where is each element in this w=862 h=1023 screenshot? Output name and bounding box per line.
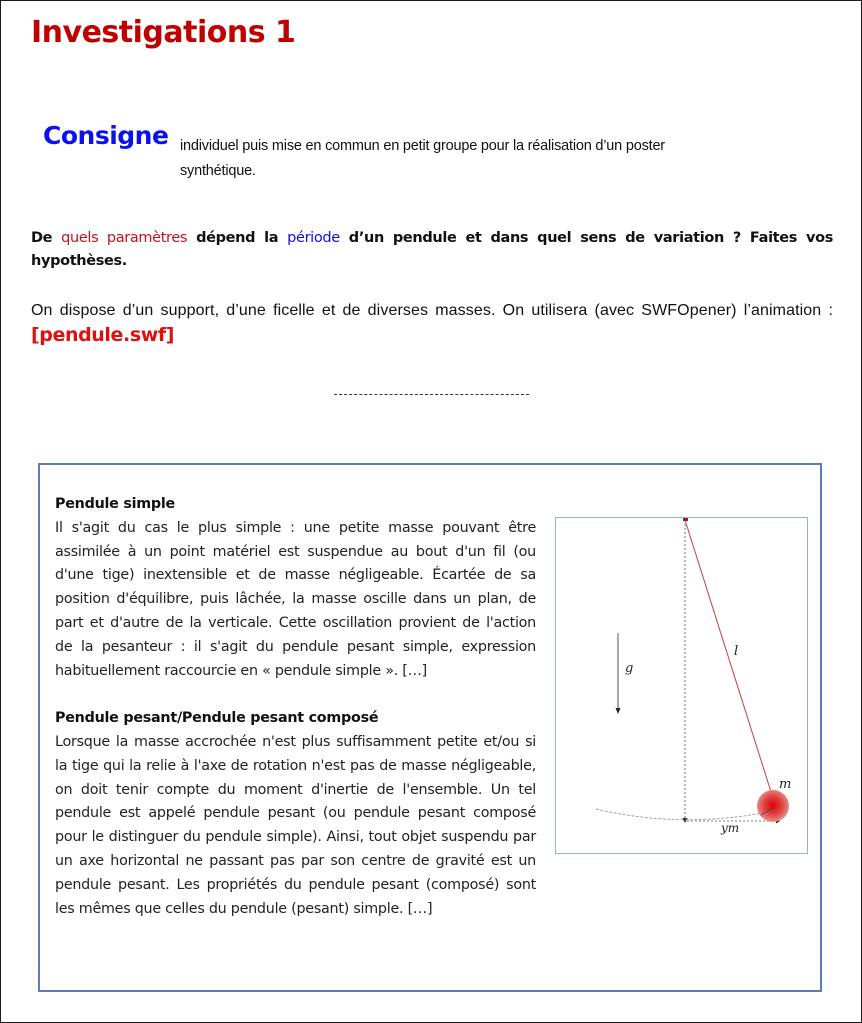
material-description [31, 298, 833, 349]
vertical-arrowhead [683, 818, 688, 823]
animation-link[interactable]: [pendule.swf] [31, 324, 175, 346]
info-text-column [55, 493, 536, 921]
section-separator [334, 394, 529, 395]
section-simple-pendulum [55, 493, 536, 683]
pendulum-info-box [38, 463, 822, 992]
material-text: On dispose d’un support, d’une ficelle et de diverses masses. On utilisera (avec SWFOpener) l’animation : [31, 302, 833, 319]
section-heading: Pendule pesant/Pendule pesant composé [55, 710, 379, 727]
pendulum-diagram [555, 517, 808, 854]
section-body: Il s'agit du cas le plus simple : une petite masse pouvant être assimilée à un point matériel est suspendue au bout d'un fil (ou d'une tige) inextensible et de masse négligeable. Écartée de sa position d'équilibre, puis lâchée, la masse oscille dans un plan, de part et d'autre de la verticale. Cette oscillation provient de l'action de la pesanteur : il s'agit du pendule pesant simple, expression habituellement raccourcie en « pendule simple ». […] [55, 519, 536, 679]
pendulum-diagram-graphic [556, 518, 807, 853]
gravity-arrowhead [616, 708, 621, 714]
question-highlight-period: période [287, 230, 340, 246]
question-part-2: dépend la [187, 230, 288, 246]
consigne-label: Consigne [43, 121, 169, 150]
section-heading: Pendule simple [55, 496, 175, 512]
question-highlight-parameters: quels paramètres [61, 230, 188, 246]
consigne-text: individuel puis mise en commun en petit groupe pour la réalisation d’un poster synthétique. [180, 138, 665, 179]
section-gap [55, 683, 536, 707]
question-part-1: De [31, 230, 62, 246]
gravity-label: g [625, 661, 634, 676]
question-part-3: d’un pendule et dans quel sens de variation ? Faites vos hypothèses. [31, 230, 833, 269]
length-label: l [734, 644, 739, 659]
pendulum-bob [757, 790, 789, 822]
displacement-label: ym [721, 821, 740, 835]
research-question [31, 227, 833, 273]
pendulum-string [685, 520, 772, 795]
page-title: Investigations 1 [31, 15, 296, 50]
section-compound-pendulum [55, 707, 536, 921]
mass-label: m [779, 777, 792, 792]
section-body: Lorsque la masse accrochée n'est plus suffisamment petite et/ou si la tige qui la relie à l'axe de rotation n'est pas de masse négligeable, on doit tenir compte du moment d'inertie de l'ensemble. Un tel pendule est appelé pendule pesant (ou pendule pesant composé pour le distinguer du pendule simple). Ainsi, tout objet suspendu par un axe horizontal ne passant pas par son centre de gravité est un pendule pesant. Les propriétés du pendule pesant (composé) sont les mêmes que celles du pendule (pesant) simple. […] [55, 733, 536, 917]
